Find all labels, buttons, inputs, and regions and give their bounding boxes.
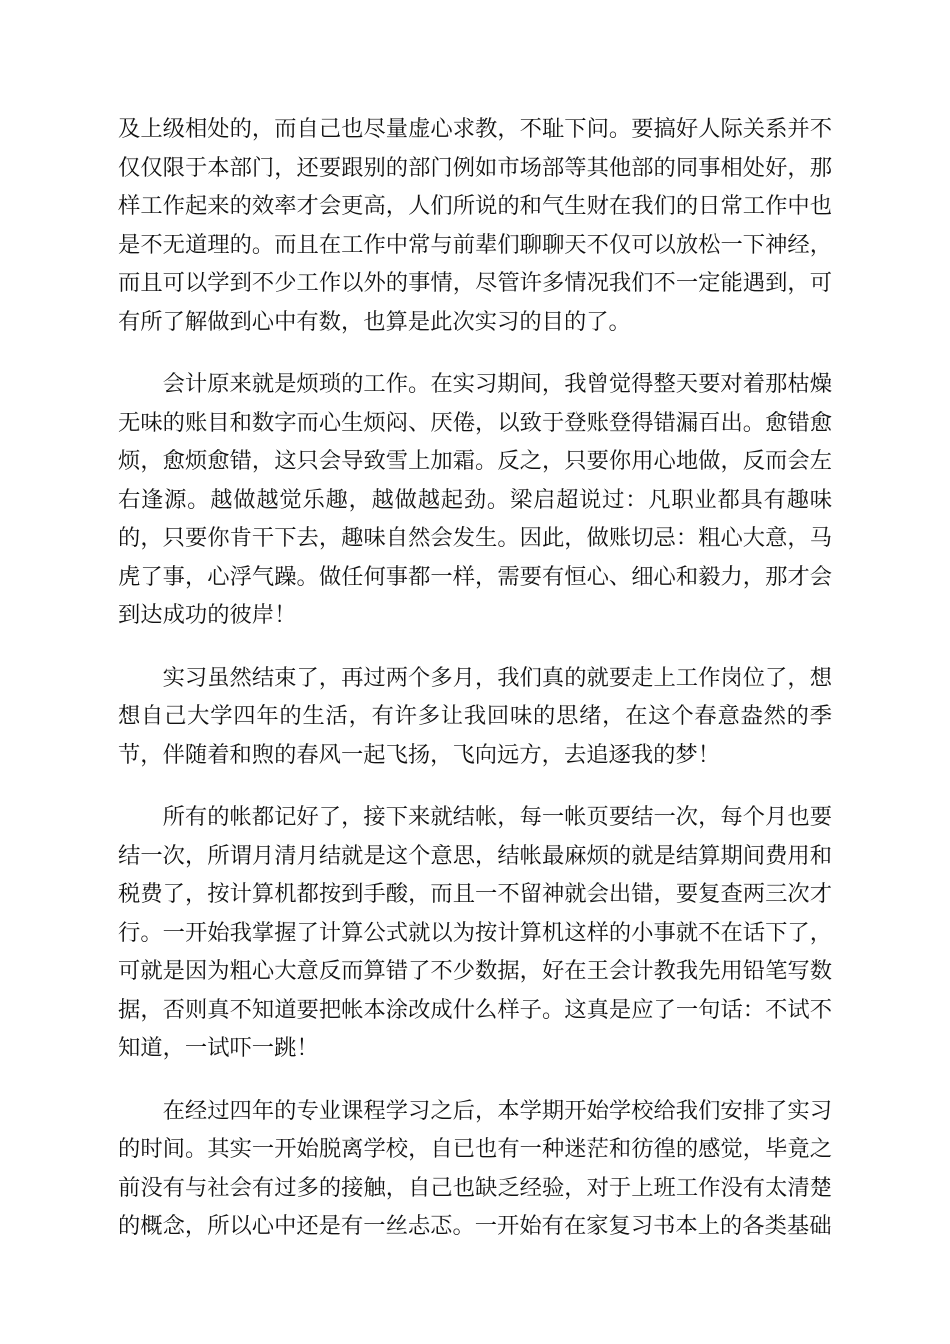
paragraph-1: 及上级相处的，而自己也尽量虚心求教，不耻下问。要搞好人际关系并不仅仅限于本部门，还要跟别的部门例如市场部等其他部的同事相处好，那样工作起来的效率才会更高，人们所说的和气生财在我们的日常工作中也是不无道理的。而且在工作中常与前辈们聊聊天不仅可以放松一下神经，而且可以学到不少工作以外的事情，尽管许多情况我们不一定能遇到，可有所了解做到心中有数，也算是此次实习的目的了。: [118, 116, 832, 335]
paragraph-3: 实习虽然结束了，再过两个多月，我们真的就要走上工作岗位了，想想自己大学四年的生活，有许多让我回味的思绪，在这个春意盎然的季节，伴随着和煦的春风一起飞扬，飞向远方，去追逐我的梦！: [118, 664, 832, 768]
paragraph-5: 在经过四年的专业课程学习之后，本学期开始学校给我们安排了实习的时间。其实一开始脱离学校，自已也有一种迷茫和彷徨的感觉，毕竟之前没有与社会有过多的接触，自己也缺乏经验，对于上班工作没有太清楚的概念，所以心中还是有一丝忐忑。一开始有在家复习书本上的各类基础: [118, 1097, 832, 1239]
document-body: [118, 110, 832, 1270]
paragraph-4: 所有的帐都记好了，接下来就结帐，每一帐页要结一次，每个月也要结一次，所谓月清月结就是这个意思，结帐最麻烦的就是结算期间费用和税费了，按计算机都按到手酸，而且一不留神就会出错，要复查两三次才行。一开始我掌握了计算公式就以为按计算机这样的小事就不在话下了，可就是因为粗心大意反而算错了不少数据，好在王会计教我先用铅笔写数据，否则真不知道要把帐本涂改成什么样子。这真是应了一句话：不试不知道，一试吓一跳！: [118, 804, 832, 1061]
paragraph-2: 会计原来就是烦琐的工作。在实习期间，我曾觉得整天要对着那枯燥无味的账目和数字而心生烦闷、厌倦，以致于登账登得错漏百出。愈错愈烦，愈烦愈错，这只会导致雪上加霜。反之，只要你用心地做，反而会左右逢源。越做越觉乐趣，越做越起劲。梁启超说过：凡职业都具有趣味的，只要你肯干下去，趣味自然会发生。因此，做账切忌：粗心大意，马虎了事，心浮气躁。做任何事都一样，需要有恒心、细心和毅力，那才会到达成功的彼岸！: [118, 371, 832, 628]
